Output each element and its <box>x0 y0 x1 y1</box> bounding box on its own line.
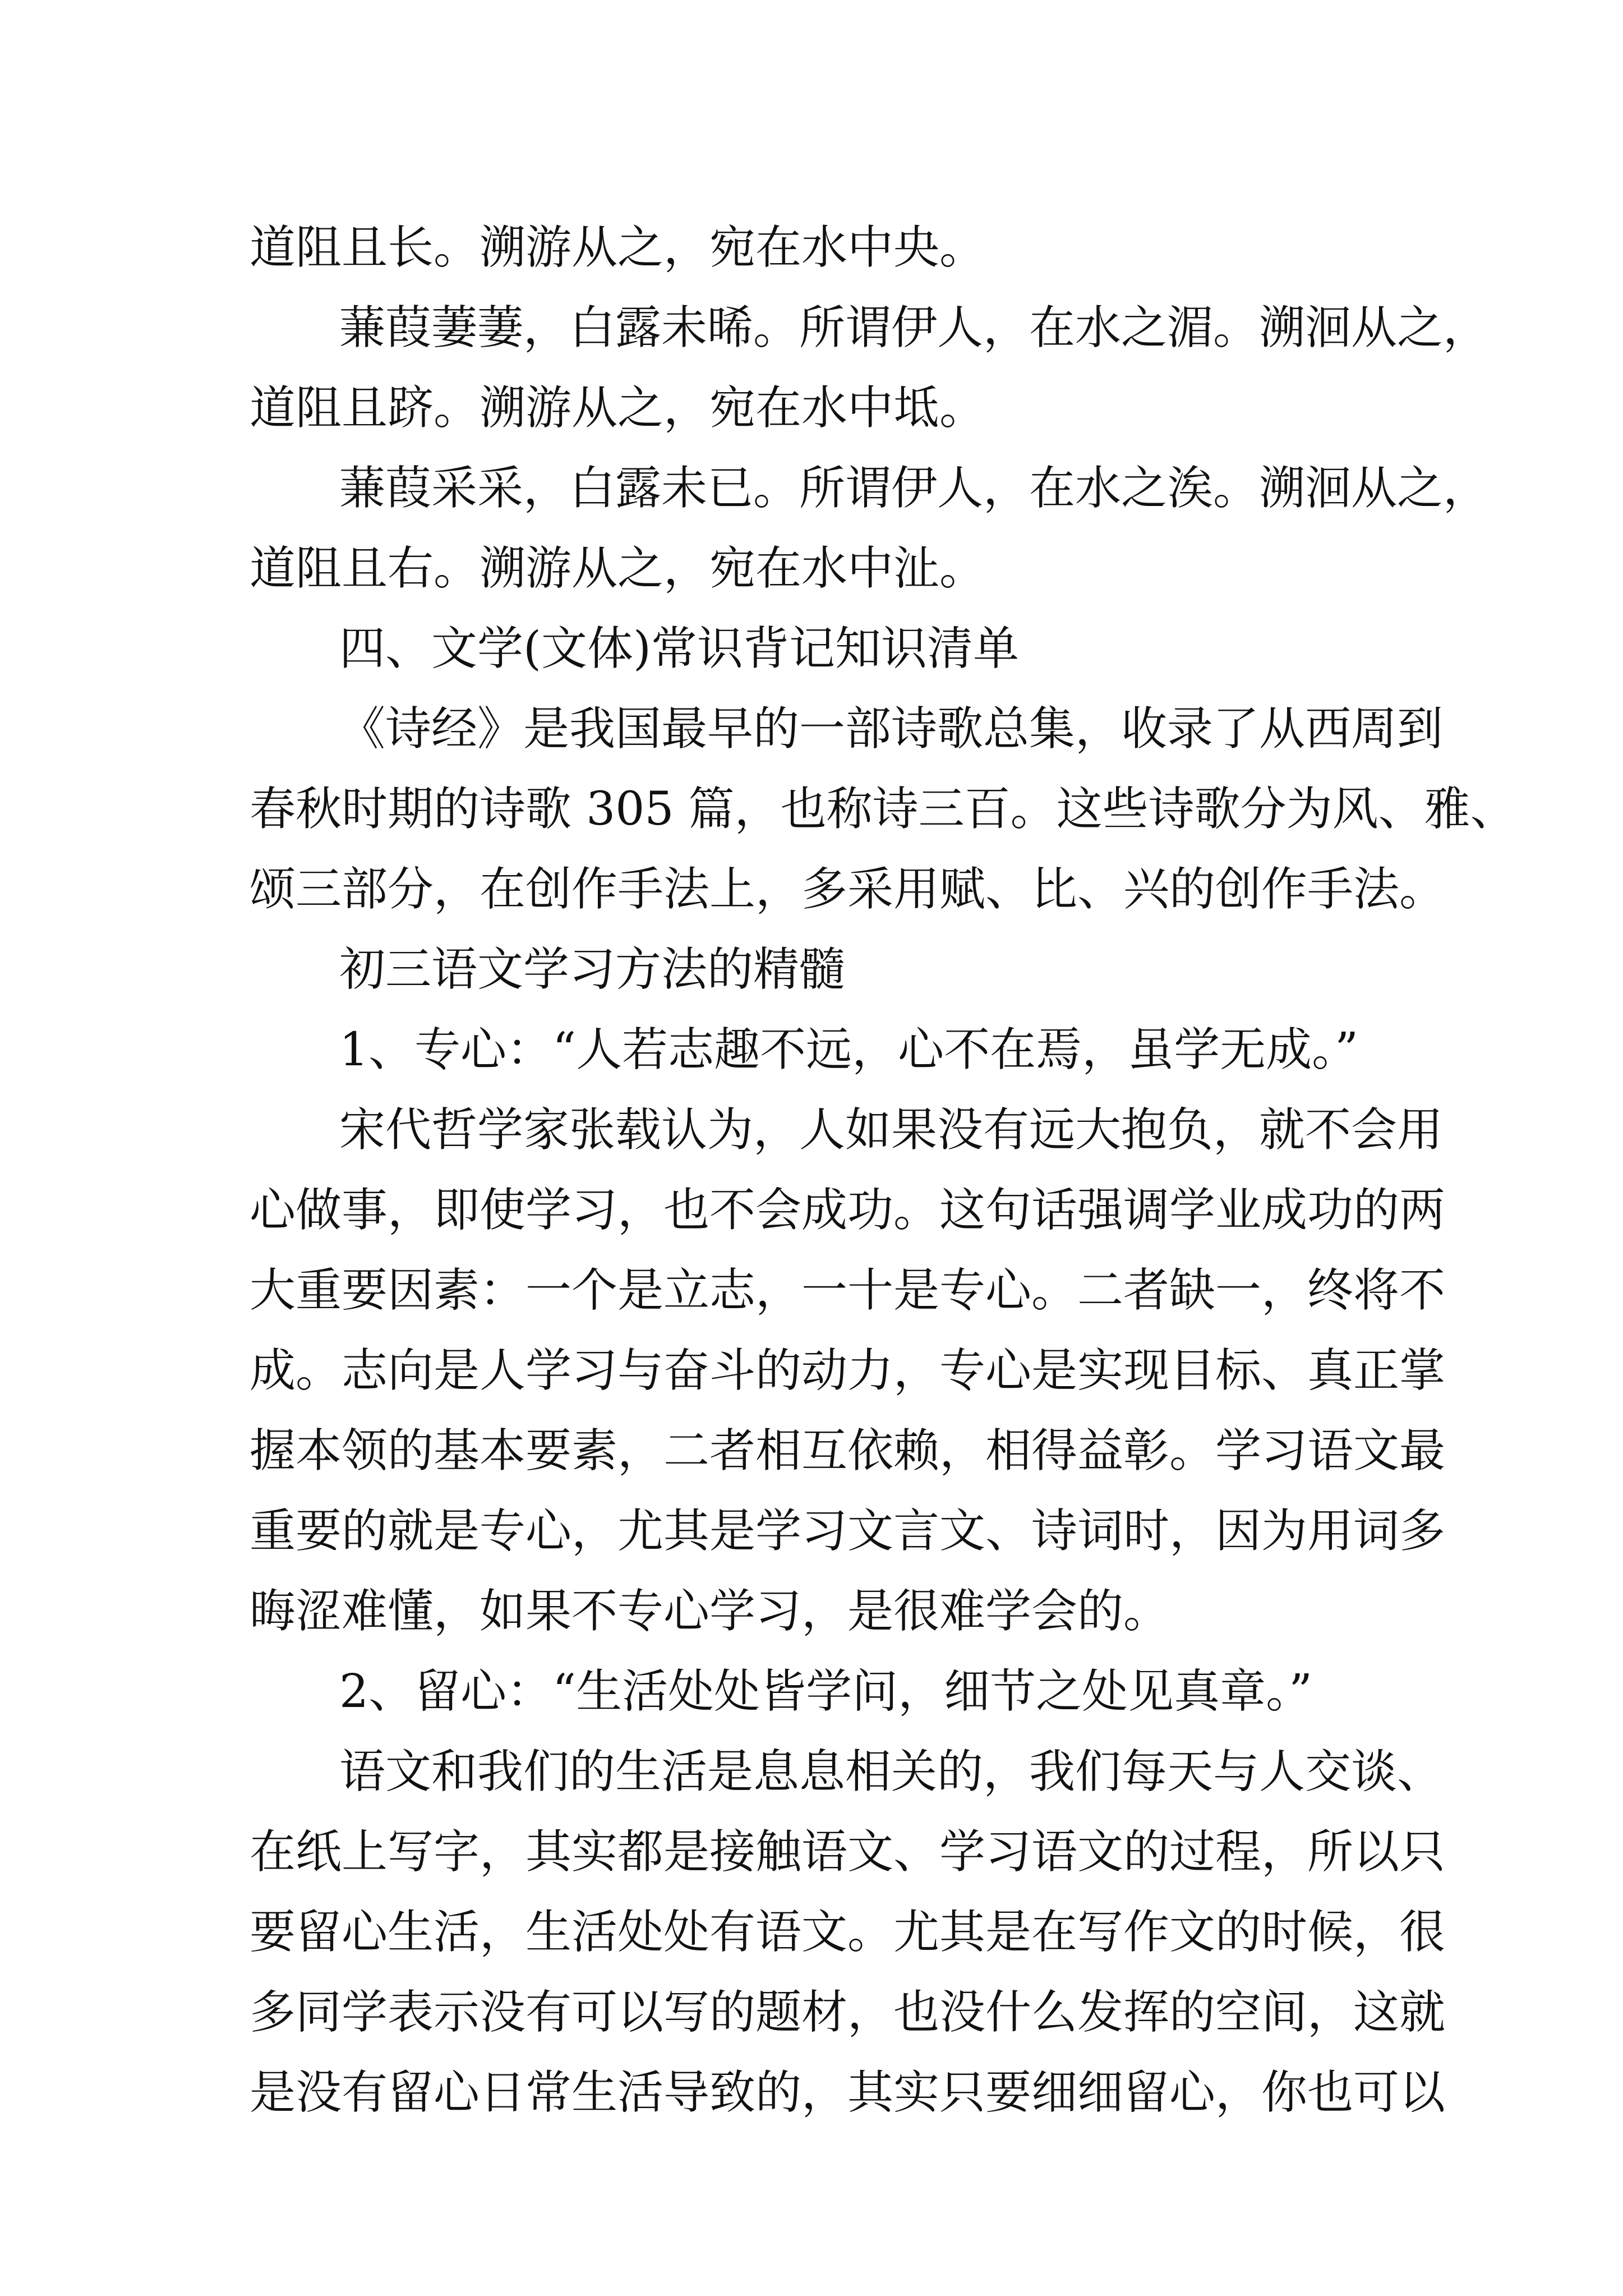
text-line-18: 晦涩难懂，如果不专心学习，是很难学会的。 <box>250 1585 1170 1638</box>
text-line-4: 蒹葭采采，白露未已。所谓伊人，在水之涘。溯洄从之， <box>339 462 1490 515</box>
text-line-24: 是没有留心日常生活导致的，其实只要细细留心，你也可以 <box>250 2066 1446 2119</box>
text-line-3: 道阻且跻。溯游从之，宛在水中坻。 <box>250 381 986 435</box>
text-line-5: 道阻且右。溯游从之，宛在水中沚。 <box>250 542 986 595</box>
text-line-2: 蒹葭萋萋，白露未晞。所谓伊人，在水之湄。溯洄从之， <box>339 301 1490 355</box>
point-1-heading: 1、专心：“人若志趣不远，心不在焉，虽学无成。” <box>339 1023 1359 1076</box>
document-body <box>250 208 1516 2133</box>
point-2-heading: 2、留心：“生活处处皆学问，细节之处见真章。” <box>339 1665 1313 1718</box>
text-line-9: 颂三部分，在创作手法上，多采用赋、比、兴的创作手法。 <box>250 863 1446 916</box>
text-line-14: 大重要因素：一个是立志，一十是专心。二者缺一，终将不 <box>250 1264 1446 1317</box>
text-line-17: 重要的就是专心，尤其是学习文言文、诗词时，因为用词多 <box>250 1504 1446 1558</box>
subheading: 初三语文学习方法的精髓 <box>339 943 846 996</box>
text-line-20: 语文和我们的生活是息息相关的，我们每天与人交谈、 <box>339 1745 1444 1798</box>
text-line-21: 在纸上写字，其实都是接触语文、学习语文的过程，所以只 <box>250 1825 1446 1879</box>
text-line-23: 多同学表示没有可以写的题材，也没什么发挥的空间，这就 <box>250 1986 1446 2039</box>
text-line-7: 《诗经》是我国最早的一部诗歌总集，收录了从西周到 <box>339 702 1444 756</box>
text-line-12: 宋代哲学家张载认为，人如果没有远大抱负，就不会用 <box>339 1103 1444 1157</box>
text-line-8: 春秋时期的诗歌 305 篇，也称诗三百。这些诗歌分为风、雅、 <box>250 783 1516 836</box>
text-line-16: 握本领的基本要素，二者相互依赖，相得益彰。学习语文最 <box>250 1424 1446 1478</box>
text-line-13: 心做事，即使学习，也不会成功。这句话强调学业成功的两 <box>250 1184 1446 1237</box>
text-line-15: 成。志向是人学习与奋斗的动力，专心是实现目标、真正掌 <box>250 1344 1446 1397</box>
section-heading: 四、文学(文体)常识背记知识清单 <box>339 622 1019 675</box>
text-line-22: 要留心生活，生活处处有语文。尤其是在写作文的时候，很 <box>250 1906 1446 1959</box>
text-line-1: 道阻且长。溯游从之，宛在水中央。 <box>250 221 986 274</box>
